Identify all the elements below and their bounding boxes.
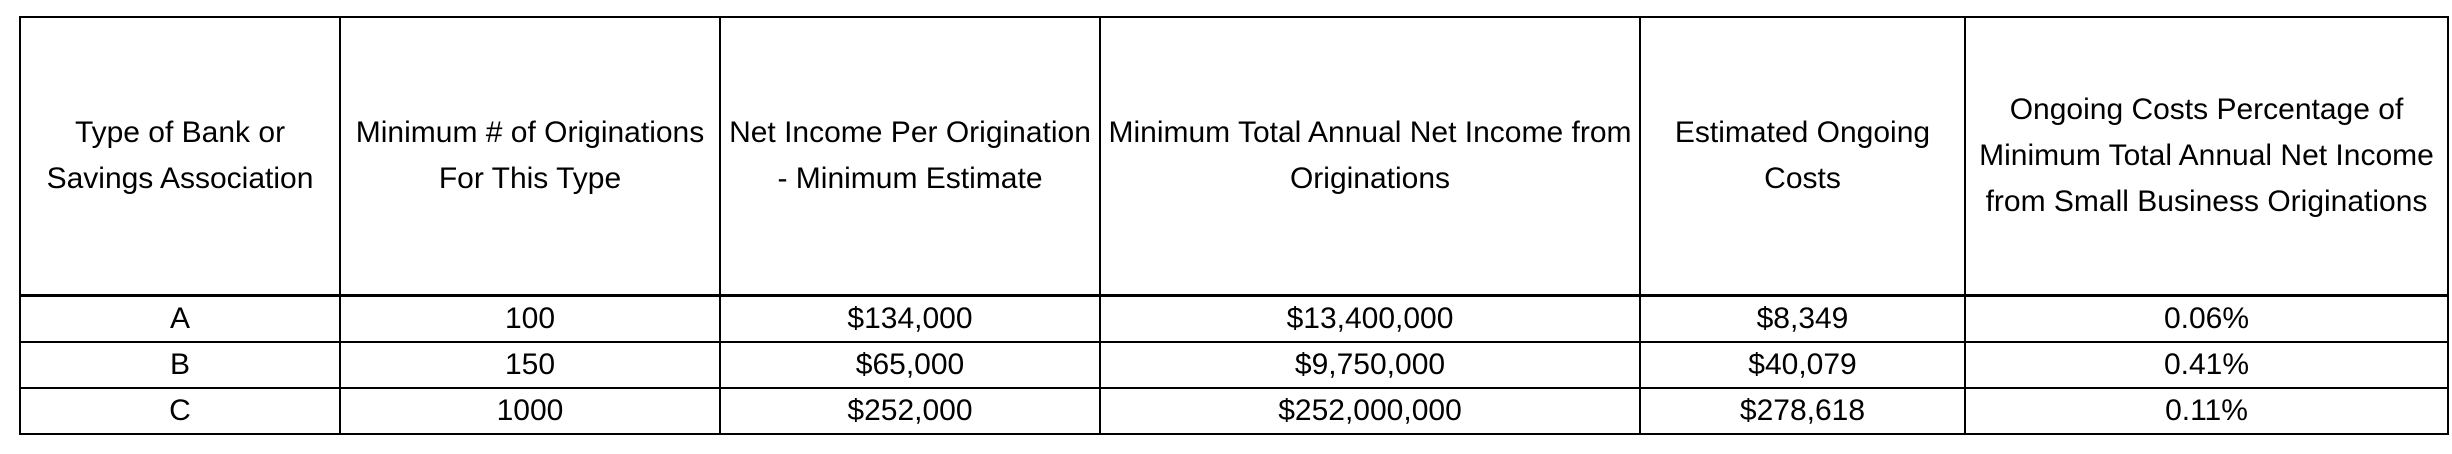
cell-ongoing-costs-percentage: 0.41% [1965, 342, 2448, 388]
cell-net-income-per-origination: $134,000 [720, 296, 1100, 343]
cell-min-total-annual-net-income: $252,000,000 [1100, 388, 1640, 434]
table-row [20, 342, 2448, 388]
cell-bank-type: B [20, 342, 340, 388]
header-bank-type: Type of Bank or Savings Association [20, 17, 340, 296]
cell-net-income-per-origination: $65,000 [720, 342, 1100, 388]
header-row [20, 17, 2448, 296]
header-ongoing-costs-percentage: Ongoing Costs Percentage of Minimum Total Annual Net Income from Small Business Originations [1965, 17, 2448, 296]
table-body [20, 296, 2448, 435]
cell-min-originations: 100 [340, 296, 720, 343]
cell-min-total-annual-net-income: $9,750,000 [1100, 342, 1640, 388]
table-header [20, 17, 2448, 296]
cell-bank-type: C [20, 388, 340, 434]
cell-estimated-ongoing-costs: $278,618 [1640, 388, 1965, 434]
cell-min-originations: 150 [340, 342, 720, 388]
cell-ongoing-costs-percentage: 0.06% [1965, 296, 2448, 343]
table-row [20, 388, 2448, 434]
cell-min-originations: 1000 [340, 388, 720, 434]
cell-estimated-ongoing-costs: $8,349 [1640, 296, 1965, 343]
cell-min-total-annual-net-income: $13,400,000 [1100, 296, 1640, 343]
cell-ongoing-costs-percentage: 0.11% [1965, 388, 2448, 434]
table-row [20, 296, 2448, 343]
header-min-originations: Minimum # of Originations For This Type [340, 17, 720, 296]
cell-net-income-per-origination: $252,000 [720, 388, 1100, 434]
header-net-income-per-origination: Net Income Per Origination - Minimum Estimate [720, 17, 1100, 296]
cell-bank-type: A [20, 296, 340, 343]
header-min-total-annual-net-income: Minimum Total Annual Net Income from Originations [1100, 17, 1640, 296]
header-estimated-ongoing-costs: Estimated Ongoing Costs [1640, 17, 1965, 296]
originations-table [19, 16, 2449, 435]
cell-estimated-ongoing-costs: $40,079 [1640, 342, 1965, 388]
